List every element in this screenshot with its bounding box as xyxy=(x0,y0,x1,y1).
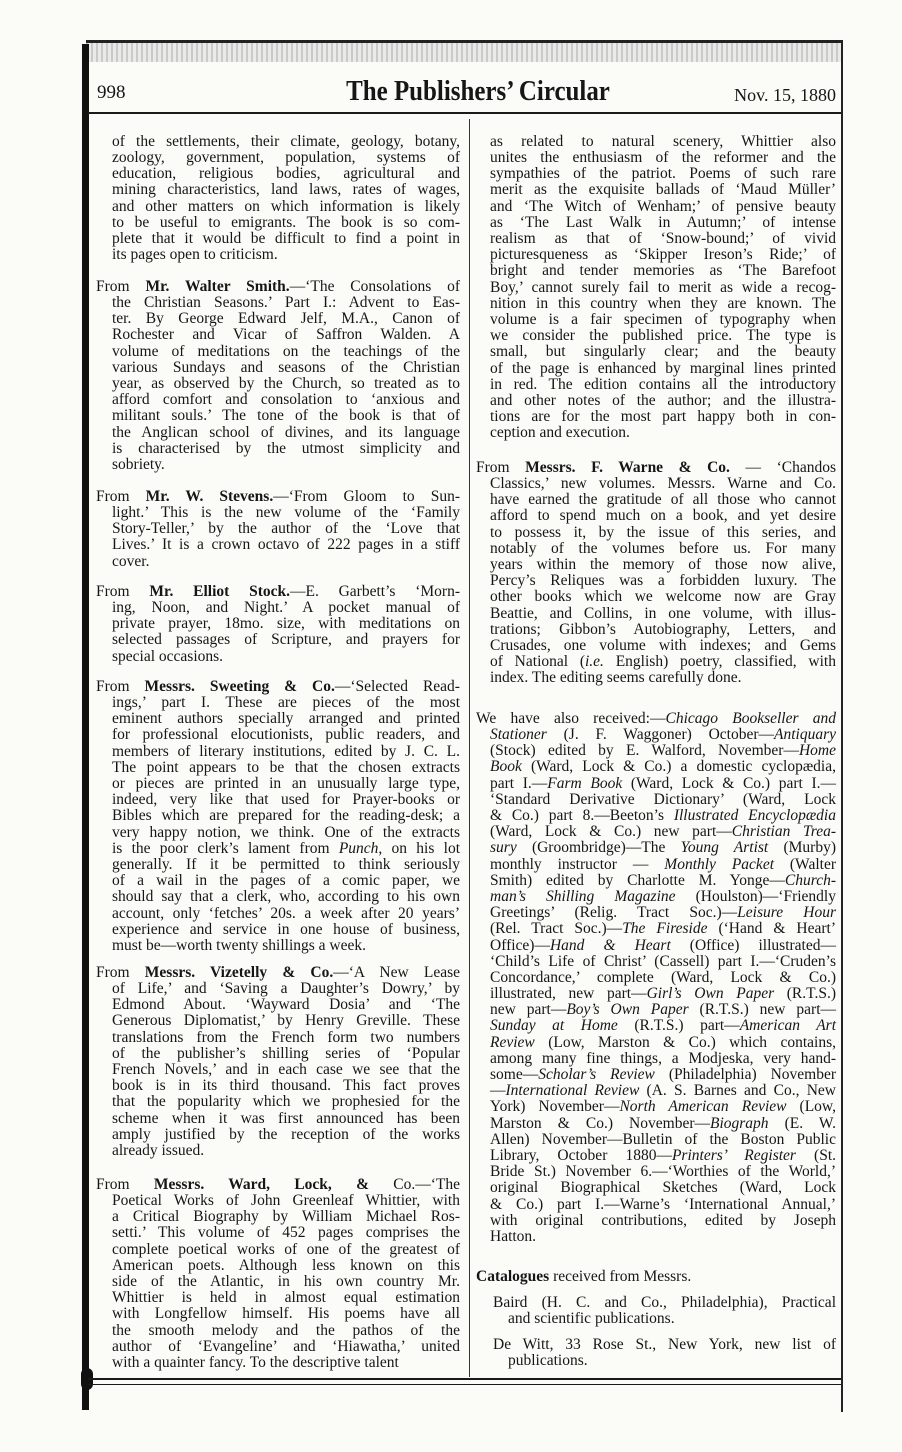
text-run: English) poetry, classified, with xyxy=(603,653,836,671)
text-line: as related to natural scenery, Whittier also xyxy=(490,132,836,150)
text-run: (Low, xyxy=(786,1098,836,1116)
review-paragraph xyxy=(96,279,460,473)
text-line: is characterised by the utmost simplicity and xyxy=(112,439,460,457)
italic-title: Printers’ Register xyxy=(671,1146,796,1164)
text-line xyxy=(476,1116,836,1132)
text-line: amply justified by the reception of the works xyxy=(112,1125,460,1143)
text-line: a Critical Biography by William Michael Ros- xyxy=(112,1208,460,1226)
text-line: indeed, very like that used for Prayer-books or xyxy=(112,791,460,809)
text-line: ing, Noon, and Night.’ A pocket manual of xyxy=(112,599,460,617)
text-line: volume of meditations on the teachings of the xyxy=(112,342,460,360)
page-edge-right xyxy=(841,40,843,1412)
text-line: year, as observed by the Church, so treated as to xyxy=(112,375,460,393)
text-run: — ‘Chandos xyxy=(729,458,836,476)
text-line: various Sundays and seasons of the Christian xyxy=(112,358,460,376)
text-run: —‘A New Lease xyxy=(333,963,461,981)
text-line: merit as the exquisite ballads of ‘Maud Müller’ xyxy=(490,181,836,199)
text-line xyxy=(476,1035,836,1051)
bold-text: Mr. Walter Smith. xyxy=(145,277,290,295)
text-line xyxy=(476,1018,836,1034)
italic-title: man’s Shilling Magazine xyxy=(490,887,676,905)
text-line: light.’ This is the new volume of the ‘Family xyxy=(112,504,460,522)
text-line: American poets. Although less known on this xyxy=(112,1256,460,1274)
text-line xyxy=(476,840,836,856)
text-line: ‘Standard Derivative Dictionary’ (Ward, Lock xyxy=(490,790,836,808)
review-paragraph xyxy=(476,460,836,687)
page-number: 998 xyxy=(97,82,126,103)
text-line: afford comfort and consolation to ‘anxious and xyxy=(112,391,460,409)
text-run: part I.— xyxy=(490,774,548,792)
text-line: its pages open to criticism. xyxy=(112,246,278,264)
text-run: (Ward, Lock & Co.) a domestic cyclopædia, xyxy=(521,758,836,776)
text-line: nition in this country when they are known. The xyxy=(490,294,836,312)
text-line: volume is a fair specimen of typography when xyxy=(490,310,836,328)
text-line xyxy=(96,965,460,981)
text-line: book is in its third thousand. This fact proves xyxy=(112,1077,460,1095)
text-line xyxy=(476,1269,836,1285)
text-line xyxy=(96,841,460,857)
text-run: (Rel. Tract Soc.)— xyxy=(490,920,623,938)
text-run: From xyxy=(96,582,150,600)
text-run: From xyxy=(96,277,146,295)
text-line: Story-Teller,’ by the author of the ‘Love that xyxy=(112,520,460,538)
text-line: author of ‘Evangeline’ and ‘Hiawatha,’ united xyxy=(112,1337,460,1355)
text-line: Allen) November—Bulletin of the Boston Public xyxy=(490,1130,836,1148)
italic-title: Review xyxy=(490,1033,535,1051)
italic-title: Home xyxy=(798,742,836,760)
text-run: — xyxy=(490,1082,506,1100)
text-run: of National ( xyxy=(490,653,585,671)
text-line: trations; Gibbon’s Autobiography, Letters, and xyxy=(490,620,836,638)
text-line: & Co.) part I.—Warne’s ‘International Annual,’ xyxy=(490,1195,836,1213)
text-line: and ‘The Witch of Wenham;’ of pensive beauty xyxy=(490,197,836,215)
text-run: —‘Selected Read- xyxy=(334,677,460,695)
italic-title: Sunday at Home xyxy=(490,1017,618,1035)
text-line: generally. If it be permitted to think seriously xyxy=(112,855,460,873)
text-line: ception and execution. xyxy=(490,424,630,442)
text-line: ter. By George Edward Jelf, M.A., Canon of xyxy=(112,310,460,328)
text-line: notably of the volumes before us. For many xyxy=(490,539,836,557)
bold-text: Mr. W. Stevens. xyxy=(145,487,274,505)
text-line: index. The editing seems carefully done. xyxy=(490,669,742,687)
text-line xyxy=(476,857,836,873)
text-run: From xyxy=(96,1175,154,1193)
text-line xyxy=(476,1099,836,1115)
text-line xyxy=(476,654,836,670)
text-line: to be useful to emigrants. The book is so com- xyxy=(112,213,460,231)
text-line: Hatton. xyxy=(490,1227,537,1245)
text-line: Generous Diplomatist,’ by Henry Greville. These xyxy=(112,1012,460,1030)
text-line: already issued. xyxy=(112,1141,205,1159)
italic-title: i.e. xyxy=(585,653,604,671)
text-line xyxy=(476,873,836,889)
text-line: years within the memory of those now alive, xyxy=(490,556,836,574)
text-line: or pieces are printed in an unusually large type, xyxy=(112,775,460,793)
text-line xyxy=(476,460,836,476)
text-line xyxy=(476,1083,836,1099)
text-line: and other notes of the author; and the illustra- xyxy=(490,391,836,409)
italic-title: Scholar’s Review xyxy=(538,1066,655,1084)
text-line: experience and service in one house of business, xyxy=(112,920,460,938)
italic-title: International Review xyxy=(505,1082,640,1100)
text-line: the Christian Seasons.’ Part I.: Advent to Eas- xyxy=(112,294,460,312)
text-line: among many fine things, a Modjeska, very hand- xyxy=(490,1049,836,1067)
text-line: afford to spend much on a book, and yet desire xyxy=(490,507,836,525)
text-line: must be—worth twenty shillings a week. xyxy=(112,936,366,954)
text-line: cover. xyxy=(112,552,150,570)
publication-title: The Publishers’ Circular xyxy=(346,75,610,107)
text-line xyxy=(476,921,836,937)
text-line: special occasions. xyxy=(112,647,224,665)
review-paragraph xyxy=(96,1177,460,1371)
text-run: (Murby) xyxy=(768,839,836,857)
review-paragraph xyxy=(96,965,460,1159)
text-line: zoology, government, population, systems of xyxy=(112,149,460,167)
text-line xyxy=(476,1002,836,1018)
review-paragraph xyxy=(96,489,460,570)
text-line: with Longfellow himself. His poems have all xyxy=(112,1305,460,1323)
text-line: we consider the published price. The type is xyxy=(490,327,836,345)
text-line: Beattie, and Collins, in one volume, with illus- xyxy=(490,604,836,622)
footer-rule xyxy=(88,1378,841,1380)
italic-title: Boy’s Own Paper xyxy=(566,1001,689,1019)
text-line: account, only ‘fetches’ 20s. a week after 20 years’ xyxy=(112,904,460,922)
text-run: Marston & Co.) November— xyxy=(490,1114,710,1132)
bold-text: Messrs. F. Warne & Co. xyxy=(525,458,730,476)
text-line: original Biographical Sketches (Ward, Lock xyxy=(490,1179,836,1197)
text-line: Bride St.) November 6.—‘Worthies of the World,’ xyxy=(490,1163,836,1181)
text-line: of the publisher’s shilling series of ‘Popular xyxy=(112,1044,460,1062)
text-run: illustrated, new part— xyxy=(490,985,647,1003)
text-line xyxy=(476,759,836,775)
text-line: and scientific publications. xyxy=(508,1310,675,1328)
text-line xyxy=(96,489,460,505)
text-run: (Low, Marston & Co.) which contains, xyxy=(534,1033,836,1051)
text-run: (Houlston)—‘Friendly xyxy=(675,887,836,905)
text-line: Crusades, one volume with indexes; and Gems xyxy=(490,636,836,654)
text-run: (A. S. Barnes and Co., New xyxy=(639,1082,836,1100)
text-line: of the page is enhanced by marginal lines printed xyxy=(490,359,836,377)
italic-title: Monthly Packet xyxy=(664,855,774,873)
footer-rule-thin xyxy=(88,1384,841,1385)
italic-title: Chicago Bookseller and xyxy=(665,709,836,727)
text-line xyxy=(476,986,836,1002)
text-line: small, but singularly clear; and the beauty xyxy=(490,343,836,361)
italic-title: Leisure Hour xyxy=(737,904,837,922)
review-paragraph xyxy=(96,134,460,264)
bold-text: Catalogues xyxy=(476,1267,550,1285)
column-divider xyxy=(469,119,470,1377)
text-line xyxy=(476,1148,836,1164)
italic-title: Christian Trea- xyxy=(731,823,836,841)
text-run: (‘Hand & Heart’ xyxy=(707,920,836,938)
catalogue-entry xyxy=(493,1337,836,1369)
italic-title: Stationer xyxy=(490,726,547,744)
text-line: the smooth melody and the pathos of the xyxy=(112,1321,460,1339)
text-run: (R.T.S.) part— xyxy=(617,1017,740,1035)
bold-text: Messrs. Ward, Lock, & xyxy=(153,1175,369,1193)
text-line: unites the enthusiasm of the reformer and the xyxy=(490,149,836,167)
text-line: setti.’ This volume of 452 pages comprises the xyxy=(112,1224,460,1242)
text-line: in red. The edition contains all the introductory xyxy=(490,375,836,393)
italic-title: North American Review xyxy=(619,1098,787,1116)
text-run: —E. Garbett’s ‘Morn- xyxy=(289,582,460,600)
italic-title: Church- xyxy=(784,871,836,889)
catalogue-entry xyxy=(493,1295,836,1327)
text-line xyxy=(96,279,460,295)
review-paragraph xyxy=(476,134,836,442)
bold-text: Messrs. Sweeting & Co. xyxy=(144,677,335,695)
text-line: complete poetical works of one of the greatest of xyxy=(112,1240,460,1258)
italic-title: sury xyxy=(490,839,517,857)
header-rule xyxy=(88,112,841,114)
text-line xyxy=(476,711,836,727)
review-paragraph xyxy=(476,711,836,1245)
italic-title: Book xyxy=(490,758,522,776)
text-line: with a quainter fancy. To the descriptive talent xyxy=(112,1353,399,1371)
text-line: should say that a clerk, who, according to his own xyxy=(112,888,460,906)
text-run: From xyxy=(96,677,145,695)
text-line xyxy=(476,727,836,743)
text-run: some— xyxy=(490,1066,539,1084)
text-run: & Co.) part 8.—Beeton’s xyxy=(490,807,674,825)
text-line: Poetical Works of John Greenleaf Whittier, with xyxy=(112,1192,460,1210)
text-line: scheme when it was first announced has been xyxy=(112,1109,460,1127)
text-line: members of literary institutions, edited by J. C. L. xyxy=(112,742,460,760)
text-line: that the popularity which we prophesied for the xyxy=(112,1093,460,1111)
text-line: ings,’ part I. These are pieces of the most xyxy=(112,694,460,712)
italic-title: Farm Book xyxy=(547,774,623,792)
text-run: , on his lot xyxy=(378,839,460,857)
text-run: (Ward, Lock & Co.) new part— xyxy=(490,823,732,841)
text-line: De Witt, 33 Rose St., New York, new list of xyxy=(493,1335,836,1353)
text-line: militant souls.’ The tone of the book is that of xyxy=(112,407,460,425)
text-line: plete that it would be difficult to find a point in xyxy=(112,230,460,248)
text-run: (Groombridge)—The xyxy=(516,839,681,857)
text-run: Smith) edited by Charlotte M. Yonge— xyxy=(490,871,785,889)
text-line: Boy,’ cannot surely fail to merit as wide a recog- xyxy=(490,278,836,296)
review-paragraph xyxy=(96,679,460,954)
text-line: selected passages of Scripture, and prayers for xyxy=(112,631,460,649)
text-line xyxy=(476,776,836,792)
text-run: —‘The Consolations of xyxy=(289,277,461,295)
text-line: education, religious bodies, agricultural and xyxy=(112,165,460,183)
text-line xyxy=(96,584,460,600)
text-line: Lives.’ It is a crown octavo of 222 pages in a stiff xyxy=(112,536,460,554)
text-run: Library, October 1880— xyxy=(490,1146,672,1164)
text-line: of a wail in the pages of a comic paper, we xyxy=(112,872,460,890)
text-line xyxy=(476,808,836,824)
text-run: York) November— xyxy=(490,1098,620,1116)
text-line: Rochester and Vicar of Saffron Walden. A xyxy=(112,326,460,344)
text-line: eminent authors specially arranged and printed xyxy=(112,710,460,728)
text-line: to possess it, by the issue of this series, and xyxy=(490,523,836,541)
text-line: French Novels,’ and in each case we see that the xyxy=(112,1061,460,1079)
italic-title: Young Artist xyxy=(680,839,769,857)
italic-title: Antiquary xyxy=(774,726,836,744)
page-edge-top xyxy=(86,40,842,43)
page-edge-left xyxy=(82,44,89,1410)
text-run: —‘From Gloom to Sun- xyxy=(273,487,460,505)
text-line: picturesqueness as ‘Skipper Ireson’s Ride;’ of xyxy=(490,246,836,264)
italic-title: American Art xyxy=(739,1017,837,1035)
text-run: From xyxy=(476,458,526,476)
text-run: is the poor clerk’s lament from xyxy=(112,839,339,857)
text-line xyxy=(476,824,836,840)
text-line: the Anglican school of divines, and its language xyxy=(112,423,460,441)
text-line: Edmond About. ‘Wayward Dosia’ and ‘The xyxy=(112,996,460,1014)
text-run: Co.—‘The xyxy=(368,1175,460,1193)
text-line: Baird (H. C. and Co., Philadelphia), Practical xyxy=(493,1293,836,1311)
text-line: Concordance,’ complete (Ward, Lock & Co.) xyxy=(490,968,836,986)
bold-text: Mr. Elliot Stock. xyxy=(149,582,290,600)
text-run: new part— xyxy=(490,1001,567,1019)
text-line: translations from the French form two numbers xyxy=(112,1028,460,1046)
italic-title: Hand & Heart xyxy=(549,936,671,954)
text-line: Classics,’ new volumes. Messrs. Warne and Co. xyxy=(490,475,836,493)
review-paragraph xyxy=(96,584,460,665)
text-line: other books which we welcome now are Gray xyxy=(490,588,836,606)
text-run: (Walter xyxy=(774,855,836,873)
text-run: (R.T.S.) new part— xyxy=(688,1001,836,1019)
text-line: realism as that of ‘Snow-bound;’ of vivid xyxy=(490,230,836,248)
text-line: sobriety. xyxy=(112,455,165,473)
text-line xyxy=(476,889,836,905)
text-line: Whittier is held in almost equal estimation xyxy=(112,1289,460,1307)
text-line xyxy=(96,679,460,695)
text-line: Percy’s Reliques was a forbidden luxury. The xyxy=(490,572,836,590)
text-run: monthly instructor — xyxy=(490,855,665,873)
italic-title: Punch xyxy=(338,839,379,857)
text-line xyxy=(476,743,836,759)
text-run: From xyxy=(96,963,145,981)
text-run: received from Messrs. xyxy=(549,1267,692,1285)
italic-title: Illustrated Encyclopædia xyxy=(673,807,836,825)
text-line: with original contributions, edited by Joseph xyxy=(490,1211,836,1229)
italic-title: Biograph xyxy=(709,1114,769,1132)
text-line xyxy=(476,938,836,954)
text-line: very happy notion, we think. One of the extracts xyxy=(112,823,460,841)
text-line: tions are for the most part happy both in con- xyxy=(490,408,836,426)
italic-title: The Fireside xyxy=(622,920,708,938)
text-line: Bibles which are prepared for the reading-desk; a xyxy=(112,807,460,825)
text-line xyxy=(476,905,836,921)
text-line: ‘Child’s Life of Christ’ (Cassell) part I.—‘Cruden’s xyxy=(490,952,836,970)
catalogues-heading xyxy=(476,1269,836,1285)
text-line: and other matters on which information is likely xyxy=(112,197,460,215)
issue-date: Nov. 15, 1880 xyxy=(734,85,836,105)
text-run: (R.T.S.) xyxy=(774,985,836,1003)
text-line: mining characteristics, land laws, rates of wages, xyxy=(112,181,460,199)
text-run: (J. F. Waggoner) October— xyxy=(546,726,774,744)
text-line: for professional elocutionists, public readers, and xyxy=(112,726,460,744)
text-line xyxy=(476,1067,836,1083)
text-line: sympathies of the patriot. Poems of such rare xyxy=(490,165,836,183)
text-line: publications. xyxy=(508,1352,588,1370)
text-line: of Life,’ and ‘Saving a Daughter’s Dowry,’ by xyxy=(112,980,460,998)
italic-title: Girl’s Own Paper xyxy=(646,985,775,1003)
text-run: From xyxy=(96,487,146,505)
text-run: Greetings’ (Relig. Tract Soc.)— xyxy=(490,904,738,922)
text-line: bright and tender memories as ‘The Barefoot xyxy=(490,262,836,280)
text-line: as ‘The Last Walk in Autumn;’ of intense xyxy=(490,213,836,231)
text-run: (St. xyxy=(795,1146,837,1164)
scan-shadow-top xyxy=(86,40,842,62)
text-run: (Stock) edited by E. Walford, November— xyxy=(490,742,799,760)
text-run: (E. W. xyxy=(768,1114,836,1132)
text-line: have earned the gratitude of all those who cannot xyxy=(490,491,836,509)
bold-text: Messrs. Vizetelly & Co. xyxy=(144,963,334,981)
text-run: Office)— xyxy=(490,936,550,954)
text-line xyxy=(96,1177,460,1193)
text-run: (Ward, Lock & Co.) part I.— xyxy=(622,774,836,792)
text-run: (Office) illustrated— xyxy=(670,936,836,954)
text-run: We have also received:— xyxy=(476,709,666,727)
text-line: of the settlements, their climate, geology, botany, xyxy=(112,132,460,150)
text-run: (Philadelphia) November xyxy=(654,1066,836,1084)
text-line: The point appears to be that the chosen extracts xyxy=(112,758,460,776)
text-line: private prayer, 18mo. size, with meditations on xyxy=(112,615,460,633)
text-line: side of the Atlantic, in his own country Mr. xyxy=(112,1273,460,1291)
